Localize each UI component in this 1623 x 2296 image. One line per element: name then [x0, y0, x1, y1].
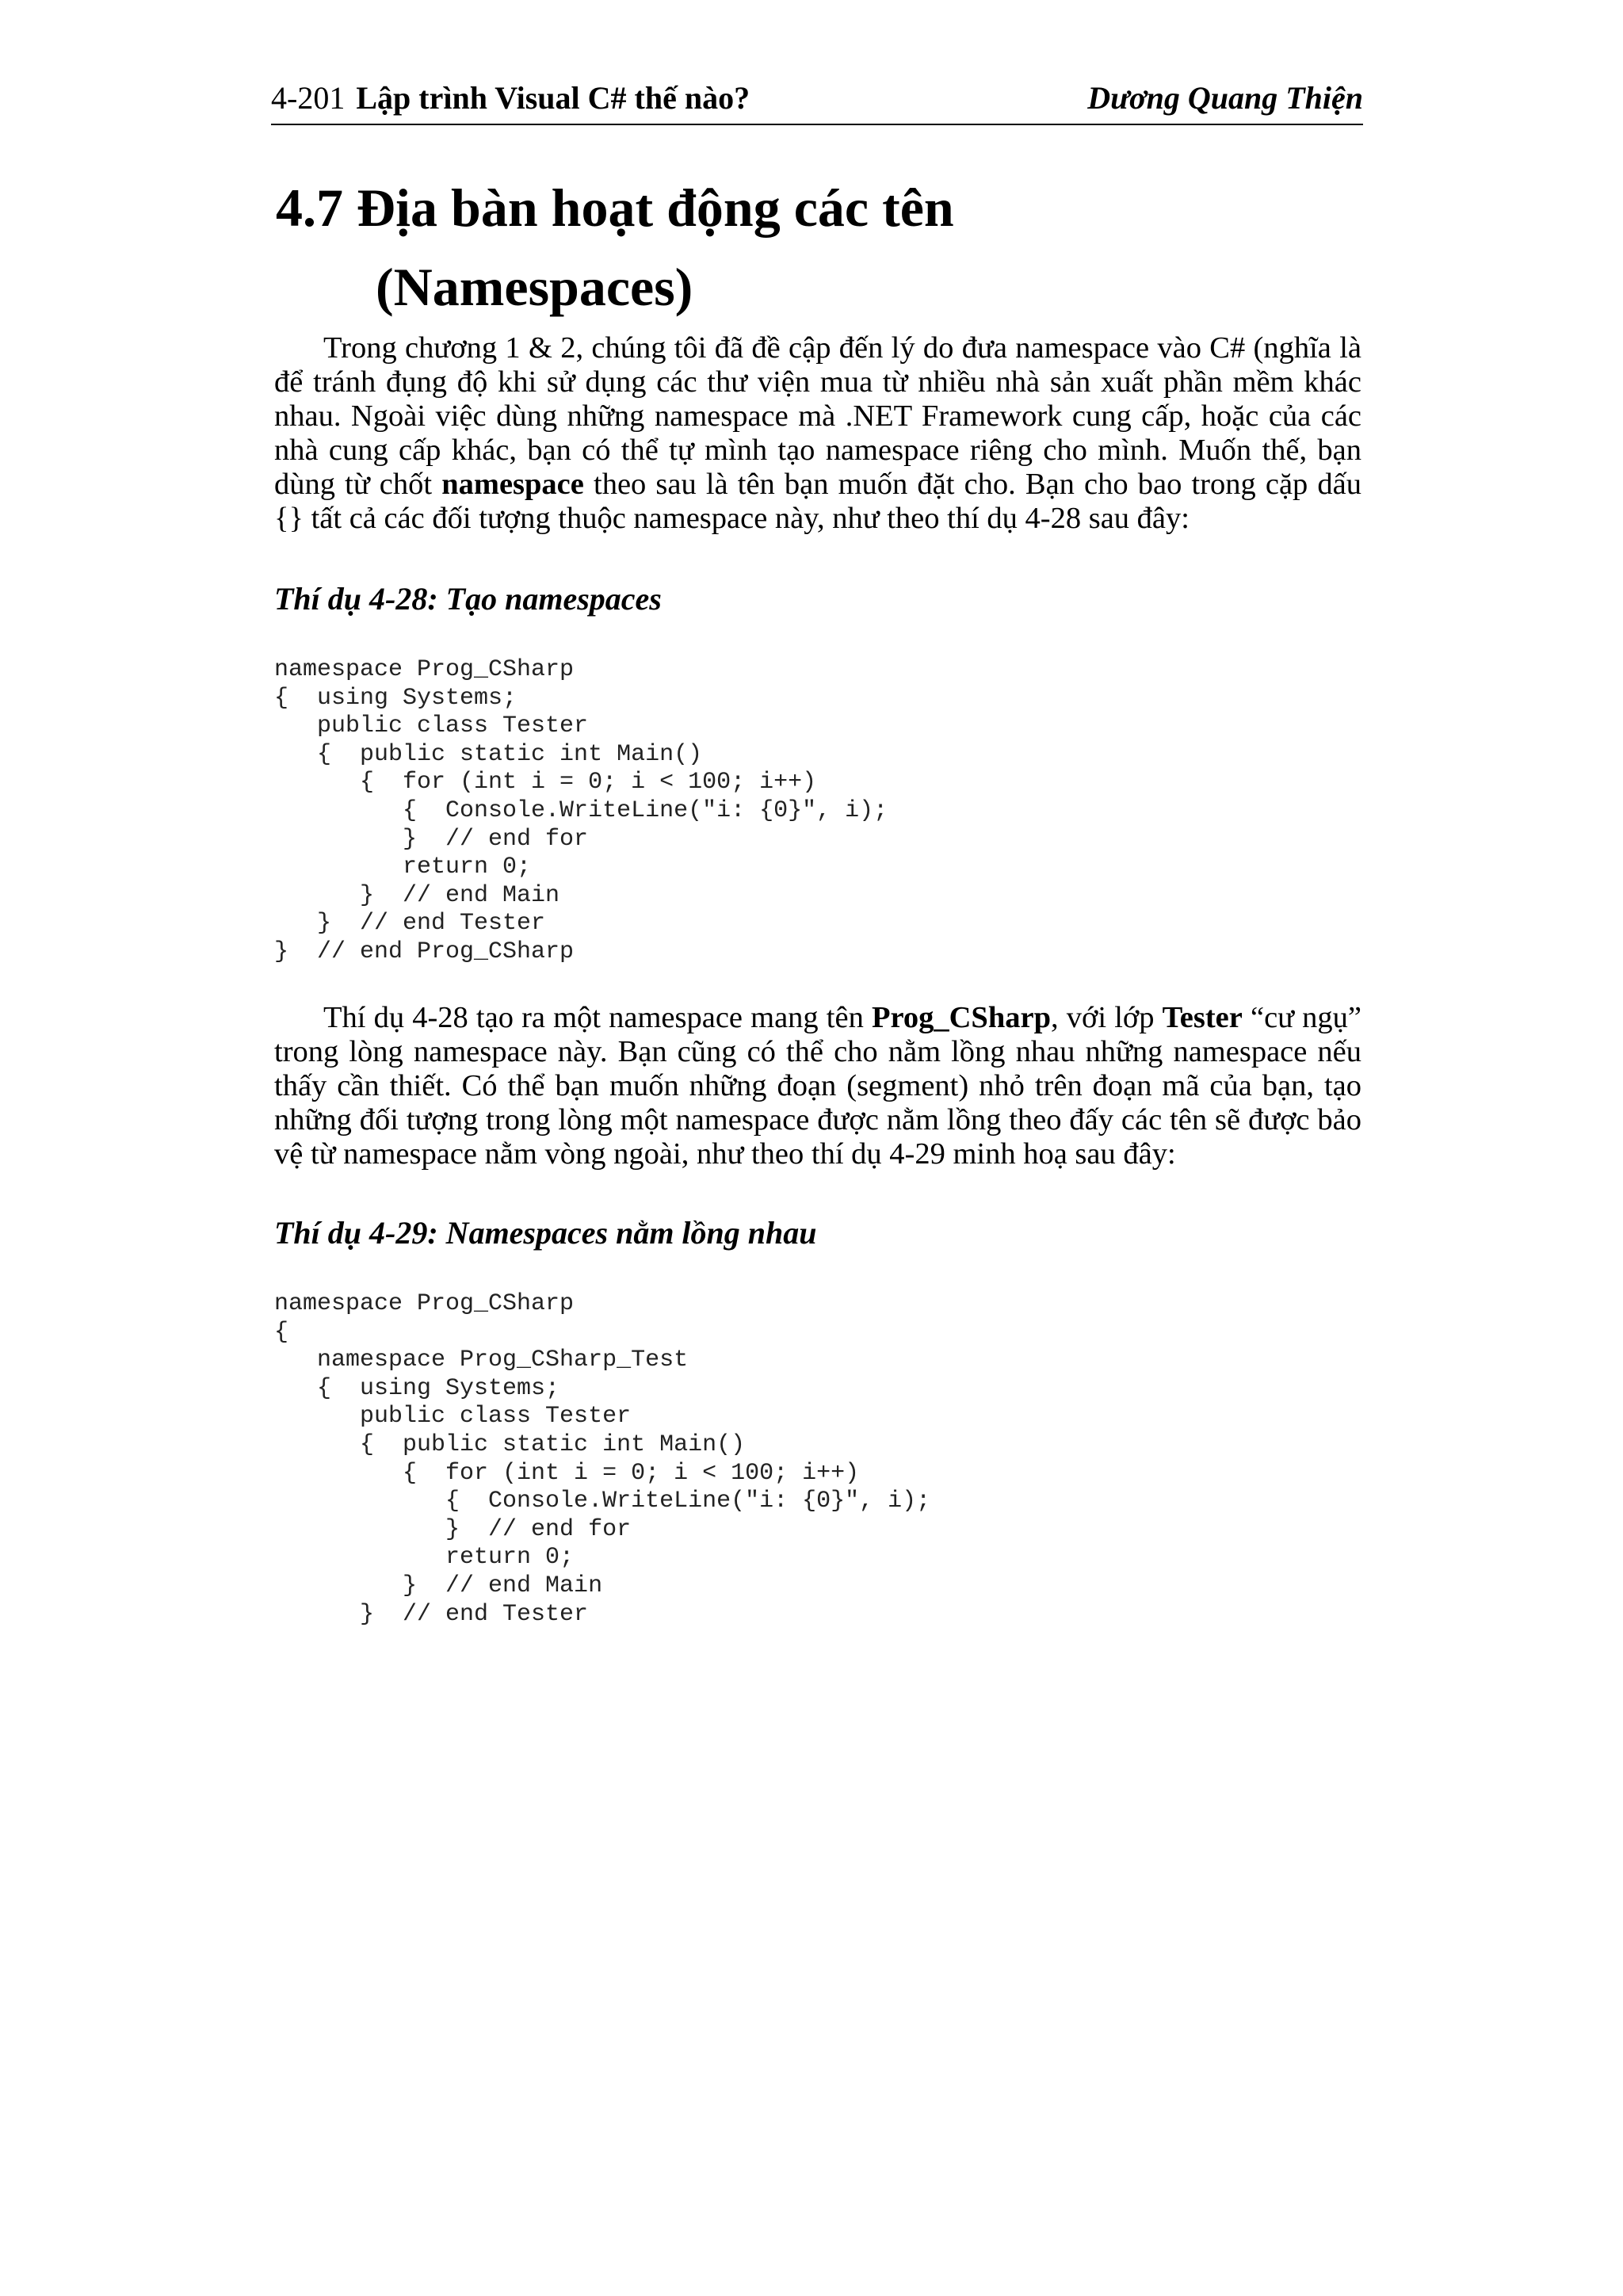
example-4-29-code: [274, 1290, 930, 1629]
code-line: return 0;: [274, 1544, 575, 1572]
code-line: { public static int Main(): [274, 1431, 746, 1458]
code-line: namespace Prog_CSharp: [274, 1290, 575, 1317]
example-4-28-caption: Thí dụ 4-28: Tạo namespaces: [274, 581, 662, 617]
code-line: public class Tester: [274, 712, 589, 740]
author-name: Dương Quang Thiện: [1087, 80, 1363, 116]
code-line: } // end Tester: [274, 1600, 589, 1628]
page-number: 4-201: [271, 80, 346, 116]
book-title: Lập trình Visual C# thế nào?: [356, 80, 750, 116]
code-line: { Console.WriteLine("i: {0}", i);: [274, 797, 888, 824]
code-line: { Console.WriteLine("i: {0}", i);: [274, 1488, 931, 1515]
section-title-line2: (Namespaces): [376, 257, 693, 317]
code-line: { for (int i = 0; i < 100; i++): [274, 769, 817, 797]
example-4-28-code: [274, 656, 888, 967]
code-line: { using Systems;: [274, 684, 517, 712]
code-line: public class Tester: [274, 1403, 632, 1431]
header-left: [271, 79, 750, 117]
section-title: [276, 168, 954, 327]
explanation-paragraph: [274, 1001, 1361, 1171]
explanation-text-3: “cư ngụ” trong lòng namespace này. Bạn cũng có thể cho nằm lồng nhau những namespace nếu thấy cần thiết. Có thể bạn muốn những đoạn (segment) nhỏ trên đoạn mã của bạn, tạo những đối tượng trong lòng một namespace được nằm lồng theo đấy các tên sẽ được bảo vệ từ namespace nằm vòng ngoài, như theo thí dụ 4-29 minh hoạ sau đây:: [274, 1001, 1361, 1171]
intro-text-before: Trong chương 1 & 2, chúng tôi đã đề cập đến lý do đưa namespace vào C# (nghĩa là để tránh đụng độ khi sử dụng các thư viện mua từ nhiều nhà sản xuất phần mềm khác nhau. Ngoài việc dùng những namespace mà .NET Framework cung cấp, hoặc của các nhà cung cấp khác, bạn có thể tự mình tạo namespace riêng cho mình. Muốn thế, bạn dùng từ chốt: [274, 331, 1361, 501]
prog-csharp-term: Prog_CSharp: [871, 1001, 1052, 1034]
code-line: namespace Prog_CSharp_Test: [274, 1347, 689, 1374]
intro-text-after: theo sau là tên bạn muốn đặt cho. Bạn cho bao trong cặp dấu {} tất cả các đối tượng thuộc namespace này, như theo thí dụ 4-28 sau đây:: [274, 468, 1361, 535]
code-line: {: [274, 1318, 289, 1346]
example-4-29-caption: Thí dụ 4-29: Namespaces nằm lồng nhau: [274, 1215, 817, 1251]
tester-term: Tester: [1162, 1001, 1243, 1034]
explanation-text-1: Thí dụ 4-28 tạo ra một namespace mang tên: [323, 1001, 872, 1034]
code-line: } // end Prog_CSharp: [274, 938, 575, 965]
code-line: namespace Prog_CSharp: [274, 656, 575, 683]
code-line: { using Systems;: [274, 1374, 560, 1402]
intro-paragraph: [274, 331, 1361, 536]
code-line: } // end Main: [274, 1572, 603, 1599]
code-line: } // end Main: [274, 881, 560, 909]
code-line: return 0;: [274, 854, 532, 881]
code-line: } // end for: [274, 825, 589, 853]
code-line: } // end Tester: [274, 910, 546, 938]
section-title-line1: 4.7 Địa bàn hoạt động các tên: [276, 178, 954, 238]
running-header: [271, 76, 1363, 125]
namespace-keyword: namespace: [441, 468, 584, 501]
code-line: { for (int i = 0; i < 100; i++): [274, 1459, 860, 1487]
explanation-text-2: , với lớp: [1051, 1001, 1163, 1034]
code-line: { public static int Main(): [274, 740, 703, 768]
code-line: } // end for: [274, 1515, 632, 1543]
